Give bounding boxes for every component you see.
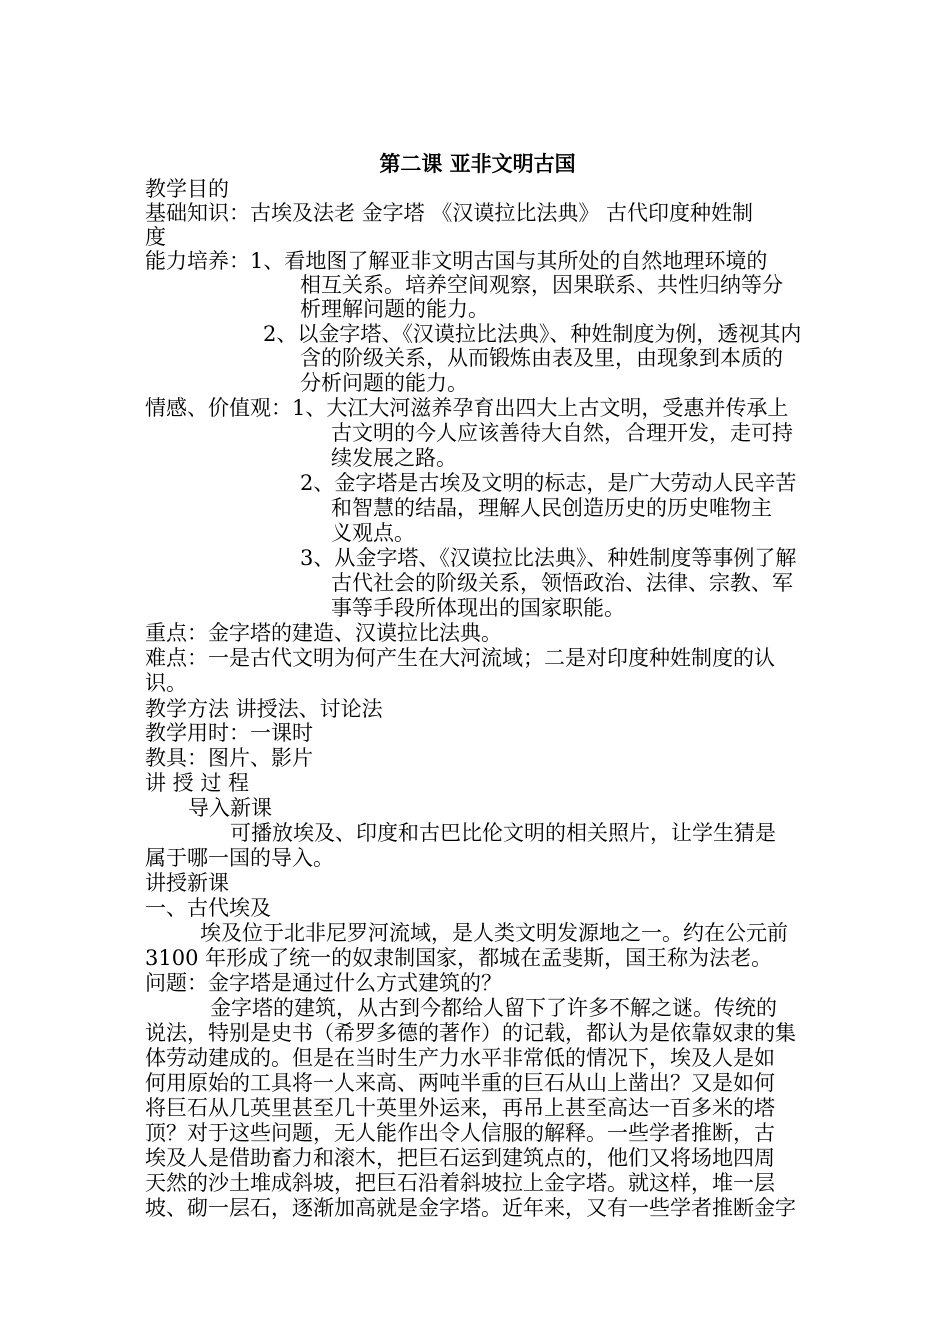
text-line: 基础知识：古埃及法老 金字塔 《汉谟拉比法典》 古代印度种姓制 [145,201,754,225]
text-line: 教学目的 [145,177,229,201]
text-line: 体劳动建成的。但是在当时生产力水平非常低的情况下，埃及人是如 [145,1046,775,1070]
text-line: 埃及位于北非尼罗河流域，是人类文明发源地之一。约在公元前 [200,921,788,945]
text-line: 讲 授 过 程 [145,771,250,795]
text-line: 讲授新课 [145,871,229,895]
text-line: 一、古代埃及 [145,896,271,920]
text-line: 导入新课 [188,796,272,820]
text-line: 教学用时：一课时 [145,721,313,745]
text-line: 分析问题的能力。 [300,371,468,395]
text-line: 坡、砌一层石，逐渐加高就是金字塔。近年来，又有一些学者推断金字 [145,1196,796,1220]
text-line: 3100 年形成了统一的奴隶制国家，都城在孟斐斯，国王称为法老。 [145,946,773,970]
text-line: 将巨石从几英里甚至几十英里外运来，再吊上甚至高达一百多米的塔 [145,1096,775,1120]
text-line: 度 [145,225,166,249]
text-line: 教具：图片、影片 [145,746,313,770]
text-line: 顶？对于这些问题，无人能作出令人信服的解释。一些学者推断，古 [145,1121,775,1145]
text-line: 2、以金字塔、《汉谟拉比法典》、种姓制度为例，透视其内 [263,322,802,346]
text-line: 析理解问题的能力。 [300,297,489,321]
text-line: 难点：一是古代文明为何产生在大河流域；二是对印度种姓制度的认 [145,646,775,670]
text-line: 相互关系。培养空间观察，因果联系、共性归纳等分 [300,273,783,297]
text-line: 埃及人是借助畜力和滚木，把巨石运到建筑点的，他们又将场地四周 [145,1146,775,1170]
text-line: 属于哪一国的导入。 [145,846,334,870]
text-line: 续发展之路。 [331,446,457,470]
text-line: 识。 [145,671,187,695]
text-line: 含的阶级关系，从而锻炼由表及里，由现象到本质的 [300,346,783,370]
text-line: 古代社会的阶级关系，领悟政治、法律、宗教、军 [331,571,793,595]
text-line: 义观点。 [331,521,415,545]
text-line: 能力培养：1、看地图了解亚非文明古国与其所处的自然地理环境的 [145,249,768,273]
text-line: 事等手段所体现出的国家职能。 [331,596,625,620]
text-line: 可播放埃及、印度和古巴比伦文明的相关照片，让学生猜是 [230,821,776,845]
text-line: 说法，特别是史书（希罗多德的著作）的记载，都认为是依靠奴隶的集 [145,1021,796,1045]
text-line: 天然的沙土堆成斜坡，把巨石沿着斜坡拉上金字塔。就这样，堆一层 [145,1171,775,1195]
text-line: 和智慧的结晶，理解人民创造历史的历史唯物主 [331,496,772,520]
text-line: 教学方法 讲授法、讨论法 [145,697,383,721]
text-line: 2、金字塔是古埃及文明的标志，是广大劳动人民辛苦 [300,471,797,495]
text-line: 重点：金字塔的建造、汉谟拉比法典。 [145,621,502,645]
text-line: 金字塔的建筑，从古到今都给人留下了许多不解之谜。传统的 [210,996,777,1020]
text-line: 古文明的今人应该善待大自然，合理开发，走可持 [331,421,793,445]
document-title: 第二课 亚非文明古国 [379,151,576,176]
text-line: 何用原始的工具将一人来高、两吨半重的巨石从山上凿出？又是如何 [145,1071,775,1095]
text-line: 3、从金字塔、《汉谟拉比法典》、种姓制度等事例了解 [300,546,797,570]
text-line: 情感、价值观：1、大江大河滋养孕育出四大上古文明，受惠并传承上 [145,396,789,420]
text-line: 问题：金字塔是通过什么方式建筑的？ [145,971,502,995]
